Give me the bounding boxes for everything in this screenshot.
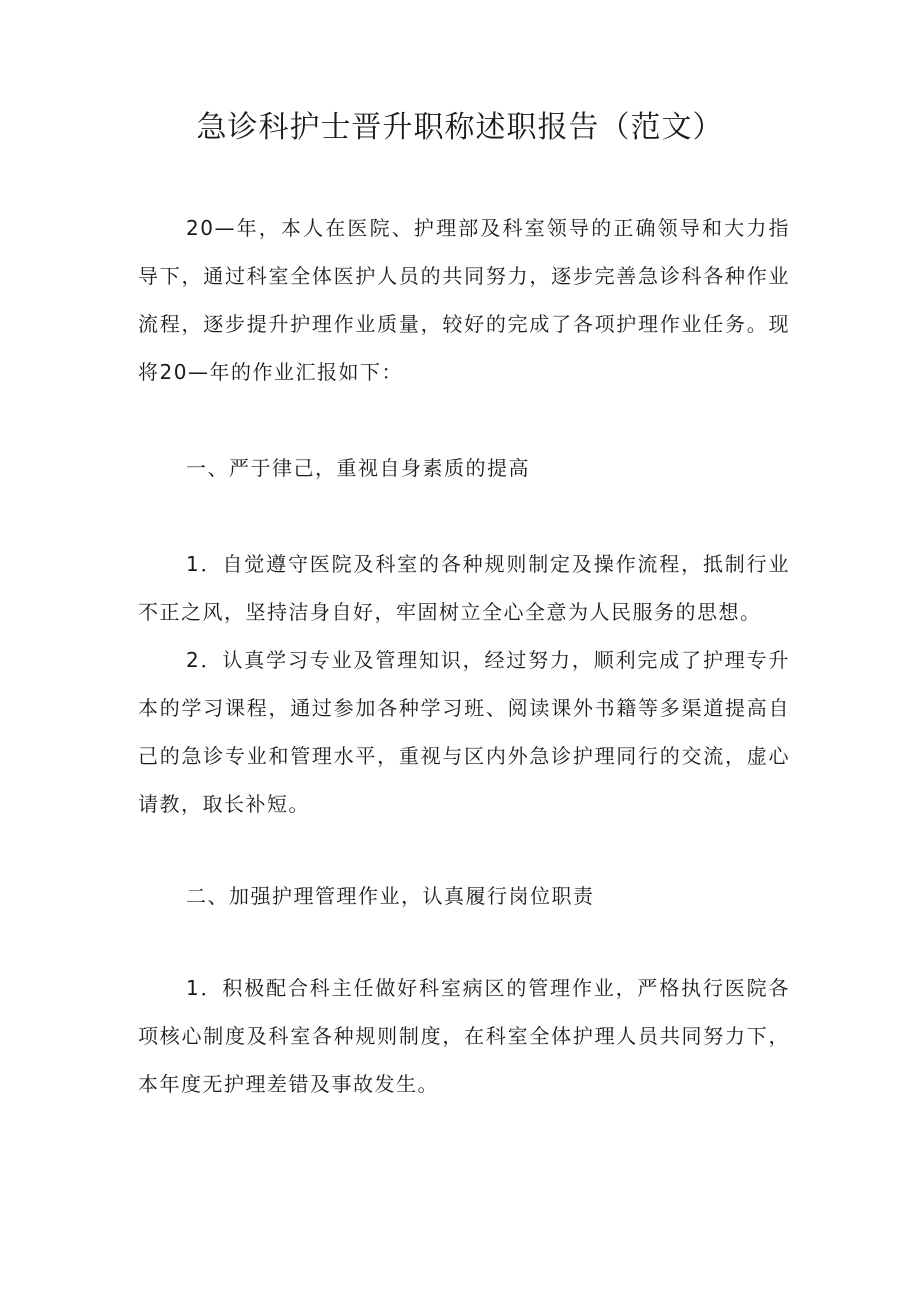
section-1-item-1: 1．自觉遵守医院及科室的各种规则制定及操作流程，抵制行业不正之风，坚持洁身自好，牢固树立全心全意为人民服务的思想。 bbox=[138, 552, 790, 624]
document-body bbox=[138, 204, 790, 1108]
intro-paragraph: 20—年，本人在医院、护理部及科室领导的正确领导和大力指导下，通过科室全体医护人员的共同努力，逐步完善急诊科各种作业流程，逐步提升护理作业质量，较好的完成了各项护理作业任务。现将20—年的作业汇报如下： bbox=[138, 216, 790, 384]
section-heading-2: 二、加强护理管理作业，认真履行岗位职责 bbox=[186, 884, 595, 908]
section-heading-1: 一、严于律己，重视自身素质的提高 bbox=[186, 456, 530, 480]
spacer bbox=[138, 396, 790, 444]
spacer bbox=[138, 828, 790, 872]
spacer bbox=[138, 920, 790, 964]
page-title: 急诊科护士晋升职称述职报告（范文） bbox=[196, 110, 724, 145]
section-2-item-1: 1．积极配合科主任做好科室病区的管理作业，严格执行医院各项核心制度及科室各种规则制度，在科室全体护理人员共同努力下，本年度无护理差错及事故发生。 bbox=[138, 976, 790, 1096]
section-1-item-2: 2．认真学习专业及管理知识，经过努力，顺利完成了护理专升本的学习课程，通过参加各种学习班、阅读课外书籍等多渠道提高自己的急诊专业和管理水平，重视与区内外急诊护理同行的交流，虚心请教，取长补短。 bbox=[138, 648, 790, 816]
spacer bbox=[138, 492, 790, 540]
